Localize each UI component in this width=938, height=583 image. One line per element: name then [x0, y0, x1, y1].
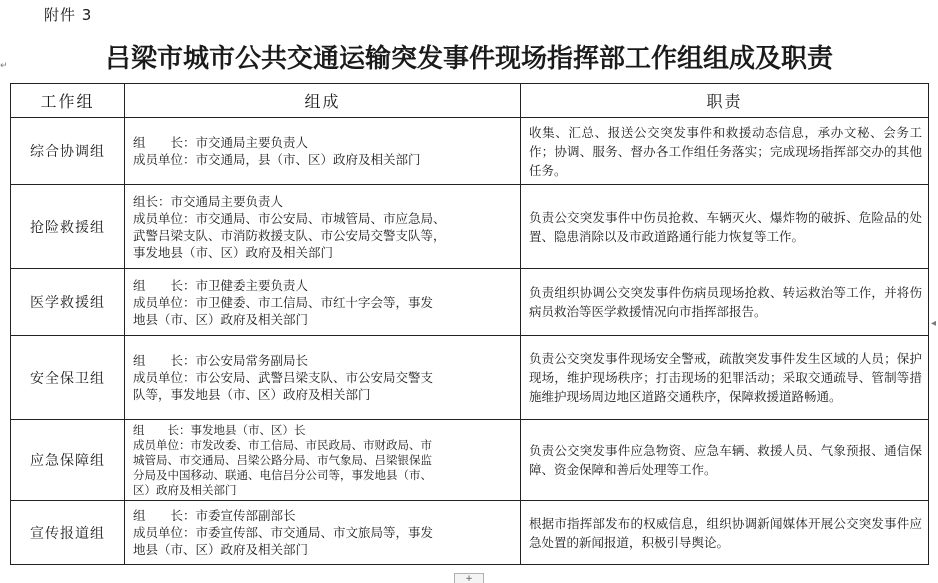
composition-line: 成员单位：市交通局、市公安局、市城管局、市应急局、: [133, 210, 446, 226]
composition-line: 队等，事发地县（市、区）政府及相关部门: [133, 387, 371, 402]
group-duties: 收集、汇总、报送公交突发事件和救援动态信息，承办文秘、会务工作；协调、服务、督办各工作组任务落实；完成现场指挥部交办的其他任务。: [521, 118, 929, 185]
composition-line: 组 长：市委宣传部副部长: [133, 508, 296, 523]
paragraph-mark-icon: ↵: [0, 61, 8, 71]
composition-line: 成员单位：市公安局、武警吕梁支队、市公安局交警支: [133, 370, 434, 385]
composition-line: 地县（市、区）政府及相关部门: [133, 311, 309, 327]
composition-line: 区）政府及相关部门: [133, 482, 237, 497]
header-duties: 职责: [521, 84, 929, 118]
table-row: [11, 118, 929, 185]
composition-line: 武警吕梁支队、市消防救援支队、市公安局交警支队等，: [133, 227, 446, 243]
workgroup-table: [10, 83, 929, 565]
group-composition: [125, 420, 521, 501]
composition-line: 组 长：市卫健委主要负责人: [133, 277, 309, 293]
header-composition: 组成: [125, 84, 521, 118]
group-duties: 负责公交突发事件现场安全警戒，疏散突发事件发生区域的人员；保护现场，维护现场秩序；打击现场的犯罪活动；采取交通疏导、管制等措施维护现场周边地区道路交通秩序，保障救援道路畅通。: [521, 336, 929, 420]
composition-line: 成员单位：市委宣传部、市交通局、市文旅局等，事发: [133, 525, 434, 540]
table-header-row: [11, 84, 929, 118]
composition-line: 组长：市交通局主要负责人: [133, 193, 284, 209]
composition-line: 成员单位：市交通局，县（市、区）政府及相关部门: [133, 152, 421, 167]
composition-line: 成员单位：市发改委、市工信局、市民政局、市财政局、市: [133, 437, 432, 452]
group-name: 医学救援组: [11, 269, 125, 336]
attachment-label: 附件 3: [44, 6, 93, 24]
composition-line: 地县（市、区）政府及相关部门: [133, 542, 309, 557]
group-name: 宣传报道组: [11, 501, 125, 565]
document-title: 吕梁市城市公共交通运输突发事件现场指挥部工作组组成及职责: [104, 44, 833, 74]
group-duties: 根据市指挥部发布的权威信息，组织协调新闻媒体开展公交突发事件应急处置的新闻报道，积极引导舆论。: [521, 501, 929, 565]
composition-line: 组 长：市交通局主要负责人: [133, 135, 309, 150]
table-row: [11, 269, 929, 336]
table-add-row-handle[interactable]: +: [454, 573, 484, 583]
table-row: [11, 420, 929, 501]
composition-line: 城管局、市交通局、吕梁公路分局、市气象局、吕梁银保监: [133, 452, 432, 467]
group-composition: [125, 336, 521, 420]
group-duties: 负责公交突发事件应急物资、应急车辆、救援人员、气象预报、通信保障、资金保障和善后处理等工作。: [521, 420, 929, 501]
composition-line: 分局及中国移动、联通、电信吕分公司等，事发地县（市、: [133, 467, 432, 482]
composition-line: 组 长：市公安局常务副局长: [133, 353, 309, 368]
group-composition: [125, 185, 521, 269]
group-name: 抢险救援组: [11, 185, 125, 269]
group-composition: [125, 501, 521, 565]
table-row: [11, 336, 929, 420]
composition-line: 组 长：事发地县（市、区）长: [133, 422, 306, 437]
table-row: [11, 185, 929, 269]
table-row: [11, 501, 929, 565]
composition-line: 成员单位：市卫健委、市工信局、市红十字会等，事发: [133, 294, 434, 310]
composition-line: 事发地县（市、区）政府及相关部门: [133, 244, 334, 260]
group-name: 安全保卫组: [11, 336, 125, 420]
group-name: 应急保障组: [11, 420, 125, 501]
page-edge-marker-icon: ◂: [930, 318, 936, 329]
group-duties: 负责公交突发事件中伤员抢救、车辆灭火、爆炸物的破拆、危险品的处置、隐患消除以及市政道路通行能力恢复等工作。: [521, 185, 929, 269]
group-composition: [125, 118, 521, 185]
group-name: 综合协调组: [11, 118, 125, 185]
group-duties: 负责组织协调公交突发事件伤病员现场抢救、转运救治等工作，并将伤病员救治等医学救援情况向市指挥部报告。: [521, 269, 929, 336]
group-composition: [125, 269, 521, 336]
header-group: 工作组: [11, 84, 125, 118]
